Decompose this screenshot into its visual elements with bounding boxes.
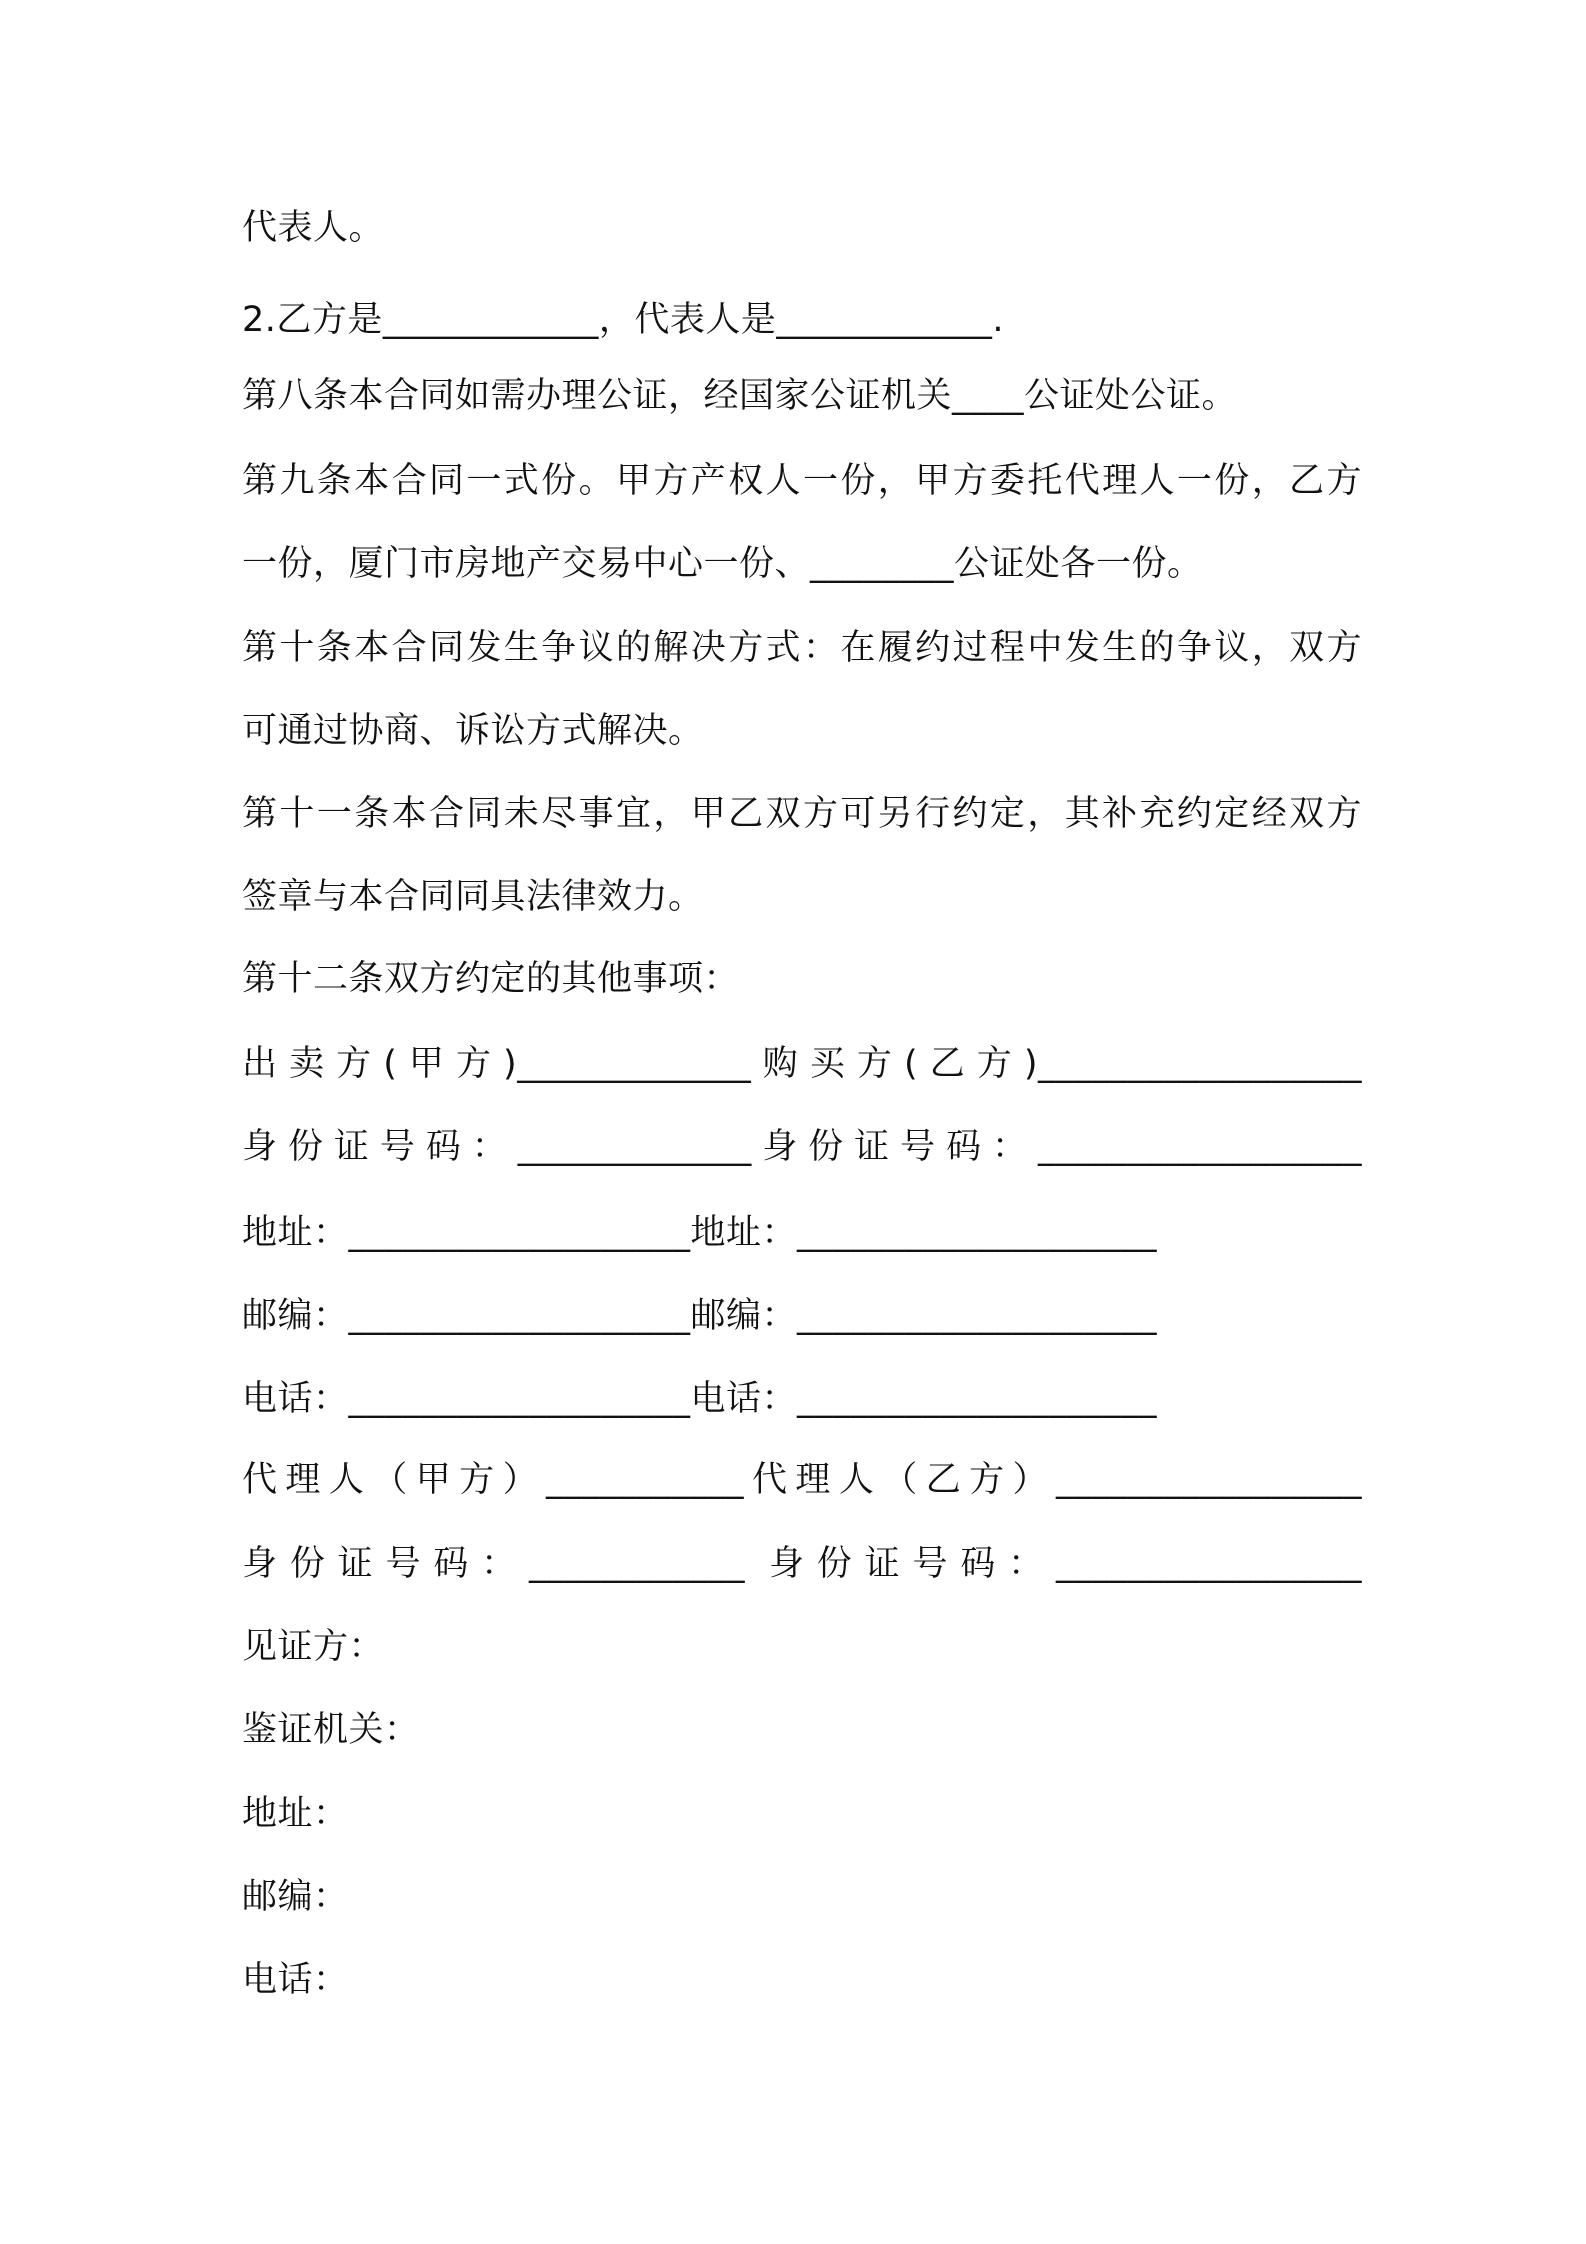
text-line: 签章与本合同同具法律效力。 (242, 877, 704, 917)
text-line: 可通过协商、诉讼方式解决。 (242, 711, 704, 751)
text-line: 一份，厦门市房地产交易中心一份、________公证处各一份。 (242, 544, 1203, 584)
text-line: 第十一条本合同未尽事宜，甲乙双方可另行约定，其补充约定经双方 (242, 794, 1362, 834)
text-line: 见证方： (242, 1627, 385, 1667)
text-line: 地址： (242, 1794, 349, 1834)
text-line: 第九条本合同一式份。甲方产权人一份，甲方委托代理人一份，乙方 (242, 461, 1362, 501)
text-line: 电话： (242, 1960, 349, 2000)
text-line: 代理人（甲方）___________代理人（乙方）_________________ (242, 1460, 1362, 1500)
text-line: 地址：___________________地址：____________________ (242, 1213, 1158, 1253)
text-line: 鉴证机关： (242, 1710, 420, 1750)
text-line: 出卖方(甲方)_____________购买方(乙方)__________________ (242, 1044, 1362, 1084)
text-line: 第十条本合同发生争议的解决方式：在履约过程中发生的争议，双方 (242, 628, 1362, 668)
text-line: 第八条本合同如需办理公证，经国家公证机关____公证处公证。 (242, 376, 1238, 416)
text-line: 电话：___________________电话：____________________ (242, 1379, 1158, 1419)
text-line: 身份证号码：_____________身份证号码：__________________ (242, 1127, 1362, 1167)
text-line: 邮编： (242, 1877, 349, 1917)
text-line: 2.乙方是____________，代表人是____________. (242, 300, 1005, 340)
text-line: 第十二条双方约定的其他事项： (242, 959, 740, 999)
text-line: 代表人。 (242, 208, 385, 248)
text-line: 身份证号码：____________ 身份证号码：_________________ (242, 1544, 1362, 1584)
text-line: 邮编：___________________邮编：____________________ (242, 1296, 1158, 1336)
